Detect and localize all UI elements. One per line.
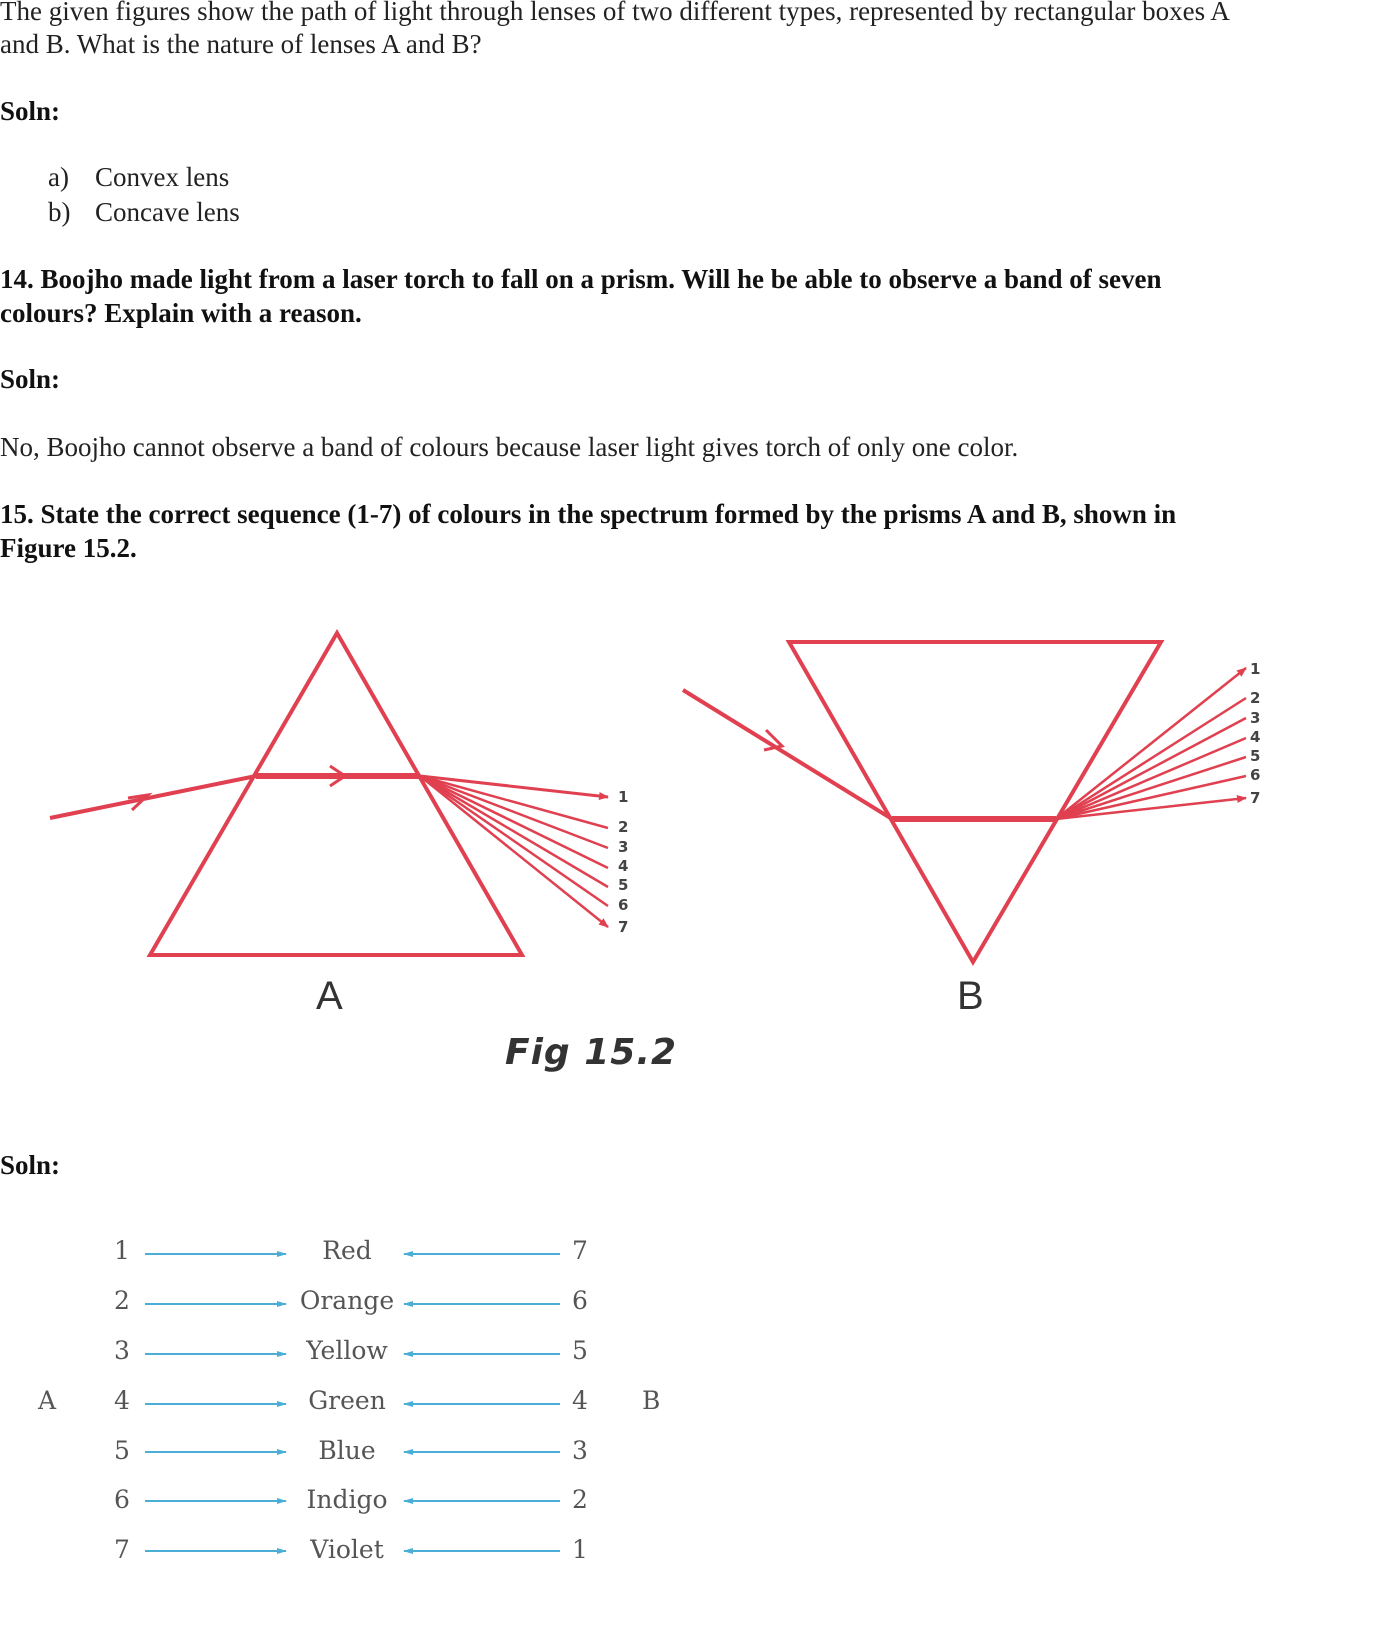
ray-number-a-3: 3 [618, 838, 629, 856]
answer-text-b: Concave lens [95, 197, 240, 227]
prism-b-dispersed-rays [1056, 668, 1246, 819]
table-right-num: 6 [572, 1286, 588, 1315]
ray-number-a-5: 5 [618, 876, 629, 894]
intro-line-1: The given figures show the path of light through lenses of two different types, represented by rectangular boxes A [0, 0, 1230, 26]
answer-marker-a: a) [48, 162, 69, 192]
table-right-num: 1 [572, 1535, 588, 1564]
ray-number-b-4: 4 [1250, 728, 1261, 746]
ray-number-b-2: 2 [1250, 689, 1261, 707]
table-colour: Violet [310, 1535, 384, 1564]
table-left-num: 7 [114, 1535, 130, 1564]
question-14-line-1: 14. Boojho made light from a laser torch to fall on a prism. Will he be able to observe a band of seven [0, 264, 1162, 294]
table-left-num: 6 [114, 1485, 130, 1514]
prism-a-dispersed-rays [420, 776, 608, 927]
prism-b-label: B [957, 974, 984, 1018]
ray-number-b-6: 6 [1250, 766, 1261, 784]
prism-a-incident-ray [50, 776, 256, 818]
ray-number-a-2: 2 [618, 818, 629, 836]
table-colour: Orange [299, 1286, 395, 1315]
table-colour: Blue [318, 1436, 376, 1465]
soln-label-15: Soln: [0, 1150, 61, 1180]
table-colour: Green [308, 1386, 386, 1415]
ray-number-b-5: 5 [1250, 747, 1261, 765]
soln-label-13: Soln: [0, 96, 61, 126]
ray-number-a-4: 4 [618, 857, 629, 875]
ray-number-a-6: 6 [618, 896, 629, 914]
answer-14: No, Boojho cannot observe a band of colours because laser light gives torch of only one color. [0, 432, 1019, 462]
table-left-num: 3 [114, 1336, 130, 1365]
question-15-line-2: Figure 15.2. [0, 533, 137, 563]
prism-b-incident-ray [683, 690, 892, 819]
table-right-num: 7 [572, 1236, 588, 1265]
table-left-num: 4 [114, 1386, 130, 1415]
table-left-num: 1 [114, 1236, 130, 1265]
table-right-num: 3 [572, 1436, 588, 1465]
prism-a-label: A [316, 974, 343, 1018]
ray-number-a-7: 7 [618, 918, 629, 936]
table-right-num: 5 [572, 1336, 588, 1365]
table-colour: Red [322, 1236, 372, 1265]
table-right-label: B [642, 1386, 661, 1415]
table-left-num: 5 [114, 1436, 130, 1465]
question-14-line-2: colours? Explain with a reason. [0, 298, 362, 328]
table-right-num: 2 [572, 1485, 588, 1514]
soln-label-14: Soln: [0, 364, 61, 394]
table-left-label: A [38, 1386, 57, 1415]
answer-text-a: Convex lens [95, 162, 230, 192]
ray-number-b-7: 7 [1250, 789, 1261, 807]
table-right-num: 4 [572, 1386, 588, 1415]
ray-number-a-1: 1 [618, 788, 629, 806]
table-colour: Yellow [306, 1336, 388, 1365]
intro-line-2: and B. What is the nature of lenses A and B? [0, 29, 482, 59]
answer-marker-b: b) [48, 197, 71, 227]
ray-number-b-3: 3 [1250, 709, 1261, 727]
table-colour: Indigo [306, 1485, 388, 1514]
table-left-num: 2 [114, 1286, 130, 1315]
figure-caption: Fig 15.2 [505, 1032, 678, 1073]
ray-number-b-1: 1 [1250, 660, 1261, 678]
question-15-line-1: 15. State the correct sequence (1-7) of colours in the spectrum formed by the prisms A and B, shown in [0, 499, 1177, 529]
